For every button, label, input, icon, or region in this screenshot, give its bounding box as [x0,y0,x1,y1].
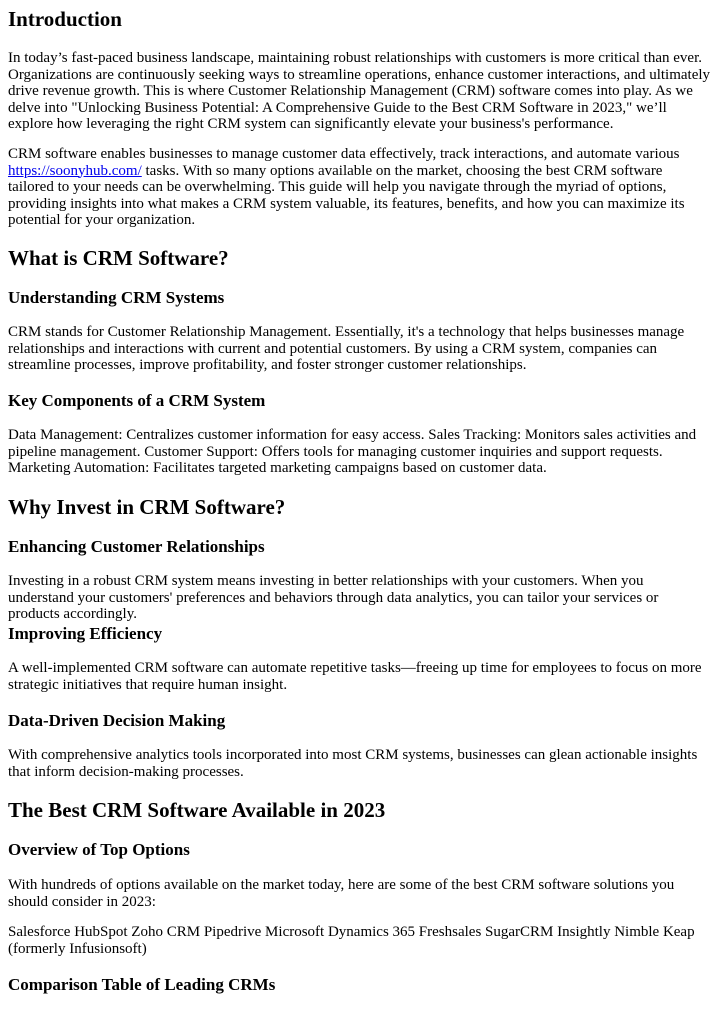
subheading-overview-top-options: Overview of Top Options [8,840,190,859]
subheading-improving-efficiency: Improving Efficiency [8,624,163,643]
section-heading-why-invest: Why Invest in CRM Software? [8,495,286,519]
section-heading-best-crm-2023: The Best CRM Software Available in 2023 [8,798,386,822]
intro-paragraph-2-text-before: CRM software enables businesses to manage customer data effectively, track interactions, and automate various [8,146,680,162]
intro-paragraph-2 [8,146,712,229]
subheading-data-driven: Data-Driven Decision Making [8,711,226,730]
overview-top-options-paragraph: With hundreds of options available on the market today, here are some of the best CRM software solutions you should consider in 2023: [8,877,675,910]
section-heading-what-is-crm: What is CRM Software? [8,246,229,270]
subheading-understanding-crm: Understanding CRM Systems [8,288,225,307]
data-driven-paragraph: With comprehensive analytics tools incorporated into most CRM systems, businesses can glean actionable insights that inform decision-making processes. [8,747,698,780]
intro-paragraph-2-text-after: tasks. With so many options available on the market, choosing the best CRM software tailored to your needs can be overwhelming. This guide will help you navigate through the myriad of options, providing insights into what makes a CRM system valuable, its features, benefits, and how you can maximize its potential for your organization. [8,162,685,228]
subheading-key-components: Key Components of a CRM System [8,391,266,410]
subheading-comparison-table: Comparison Table of Leading CRMs [8,975,276,994]
intro-paragraph-1: In today’s fast-paced business landscape, maintaining robust relationships with customers is more critical than ever. Organizations are continuously seeking ways to streamline operations, enhance customer interactions, and ultimately drive revenue growth. This is where Customer Relationship Management (CRM) software comes into play. As we delve into "Unlocking Business Potential: A Comprehensive Guide to the Best CRM Software in 2023," we’ll explore how leveraging the right CRM system can significantly elevate your business's performance. [8,50,711,132]
crm-software-list: Salesforce HubSpot Zoho CRM Pipedrive Microsoft Dynamics 365 Freshsales SugarCRM Insightly Nimble Keap (formerly Infusionsoft) [8,924,695,957]
improving-efficiency-paragraph: A well-implemented CRM software can automate repetitive tasks—freeing up time for employees to focus on more strategic initiatives that require human insight. [8,660,702,693]
enhancing-relationships-paragraph: Investing in a robust CRM system means investing in better relationships with your customers. When you understand your customers' preferences and behaviors through data analytics, you can tailor your services or products accordingly. [8,573,659,622]
subheading-enhancing-relationships: Enhancing Customer Relationships [8,537,265,556]
understanding-crm-paragraph: CRM stands for Customer Relationship Management. Essentially, it's a technology that helps businesses manage relationships and interactions with current and potential customers. By using a CRM system, companies can streamline processes, improve profitability, and foster stronger customer relationships. [8,324,685,373]
soonyhub-link[interactable]: https://soonyhub.com/ [8,162,142,179]
key-components-paragraph: Data Management: Centralizes customer information for easy access. Sales Tracking: Monitors sales activities and pipeline management. Customer Support: Offers tools for managing customer inquiries and support requests. Marketing Automation: Facilitates targeted marketing campaigns based on customer data. [8,427,697,476]
section-heading-introduction: Introduction [8,7,122,31]
